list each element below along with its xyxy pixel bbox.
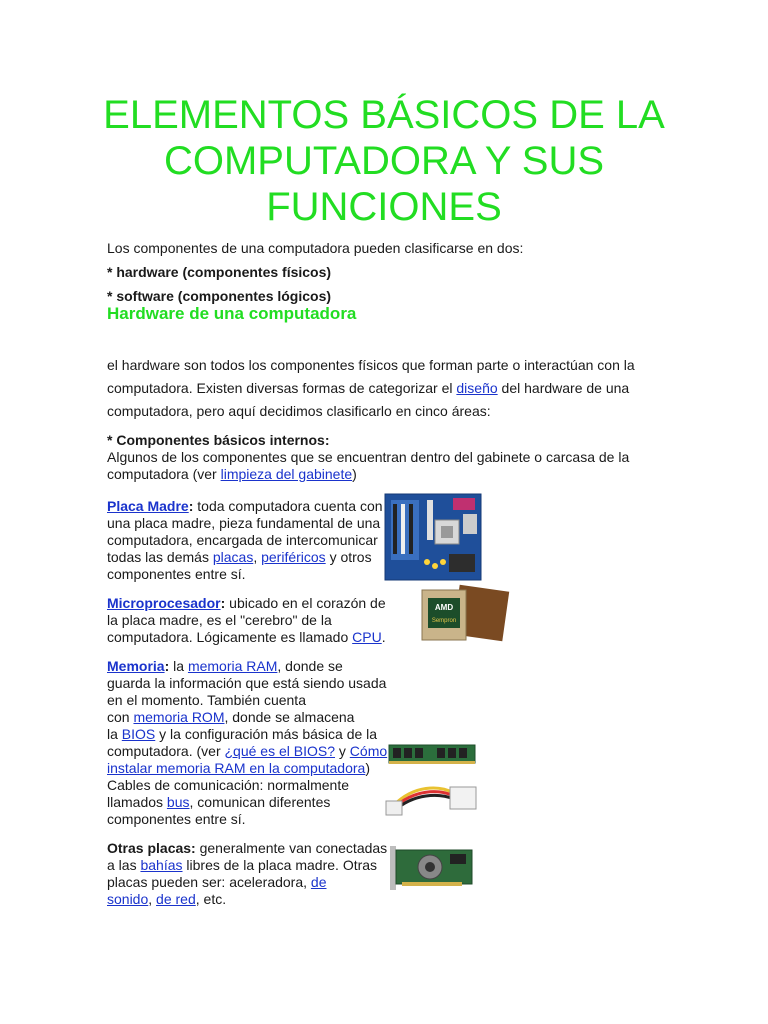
otras-placas-section <box>107 840 387 908</box>
title-line-2: COMPUTADORA Y SUS <box>163 139 605 183</box>
text: todas las demás <box>107 549 213 565</box>
ram-module-image <box>387 739 477 769</box>
colon: : <box>188 498 194 514</box>
text: y <box>335 743 350 759</box>
text: guarda la información que está siendo usada <box>107 675 387 691</box>
colon: : <box>164 658 170 674</box>
diseno-link[interactable]: diseño <box>456 380 498 396</box>
cable-image <box>384 775 479 825</box>
text: la placa madre, es el "cerebro" de la <box>107 612 332 628</box>
text: y otros <box>325 549 372 565</box>
memoria-ram-link[interactable]: memoria RAM <box>187 658 278 674</box>
text: ) <box>365 760 371 776</box>
sonido-link[interactable]: sonido <box>107 891 149 907</box>
text: computadora (ver <box>107 466 221 482</box>
text: , comunican diferentes <box>189 794 331 810</box>
internal-line-1: Algunos de los componentes que se encuentran dentro del gabinete o carcasa de la <box>107 449 630 465</box>
text: computadora, encargada de intercomunicar <box>107 532 378 548</box>
text: a las <box>107 857 141 873</box>
text: computadora. (ver <box>107 743 225 759</box>
text: ) <box>352 466 357 482</box>
text: , donde se almacena <box>224 709 355 725</box>
placas-link[interactable]: placas <box>212 549 254 565</box>
hardware-bullet: * hardware (componentes físicos) <box>107 264 332 280</box>
software-bullet: * software (componentes lógicos) <box>107 288 332 304</box>
text: una placa madre, pieza fundamental de una <box>107 515 381 531</box>
bahias-link[interactable]: bahías <box>140 857 183 873</box>
title-line-3: FUNCIONES <box>266 185 502 229</box>
text: libres de la placa madre. Otras <box>182 857 378 873</box>
title-line-1: ELEMENTOS BÁSICOS DE LA <box>103 93 665 137</box>
text: con <box>107 709 134 725</box>
otras-placas-label: Otras placas: <box>107 840 196 856</box>
internal-line-2 <box>107 466 629 483</box>
internal-section <box>107 432 629 483</box>
memoria-link[interactable]: Memoria <box>107 658 165 674</box>
text: toda computadora cuenta con <box>193 498 383 514</box>
cpu-brand-label: AMD <box>434 603 454 612</box>
memoria-rom-link[interactable]: memoria ROM <box>133 709 225 725</box>
text: , donde se <box>277 658 343 674</box>
cpu-model-label: Sempron <box>431 618 457 624</box>
limpieza-gabinete-link[interactable]: limpieza del gabinete <box>220 466 353 482</box>
cpu-link[interactable]: CPU <box>352 629 382 645</box>
hardware-heading: Hardware de una computadora <box>107 304 357 323</box>
memoria-section <box>107 658 387 828</box>
motherboard-image <box>383 492 483 582</box>
page-title <box>60 92 708 230</box>
intro-line: Los componentes de una computadora pueden clasificarse en dos: <box>107 240 524 256</box>
text: ubicado en el corazón de <box>225 595 386 611</box>
placa-madre-link[interactable]: Placa Madre <box>107 498 189 514</box>
text: del hardware de una <box>497 380 630 396</box>
text: componentes entre sí. <box>107 566 246 582</box>
colon: : <box>220 595 226 611</box>
bus-link[interactable]: bus <box>166 794 190 810</box>
hardware-para-line-1: el hardware son todos los componentes físicos que forman parte o interactúan con la <box>107 357 635 373</box>
microprocesador-link[interactable]: Microprocesador <box>107 595 221 611</box>
placa-madre-section <box>107 498 383 583</box>
instalar-ram-link[interactable]: instalar memoria RAM en la computadora <box>107 760 366 776</box>
text: , <box>148 891 157 907</box>
internal-heading: * Componentes básicos internos: <box>107 432 330 448</box>
que-es-bios-link[interactable]: ¿qué es el BIOS? <box>224 743 336 759</box>
text: computadora. Existen diversas formas de categorizar el <box>107 380 457 396</box>
text: , <box>253 549 262 565</box>
como-instalar-link[interactable]: Cómo <box>349 743 388 759</box>
text: la <box>169 658 188 674</box>
text: generalmente van conectadas <box>195 840 388 856</box>
microprocessor-image <box>418 582 510 648</box>
text: llamados <box>107 794 167 810</box>
expansion-card-image <box>388 842 476 894</box>
text: y la configuración más básica de la <box>155 726 378 742</box>
text: , etc. <box>195 891 227 907</box>
text: la <box>107 726 122 742</box>
hardware-para-line-2 <box>107 380 629 396</box>
text: Cables de comunicación: normalmente <box>107 777 350 793</box>
bios-link[interactable]: BIOS <box>121 726 156 742</box>
text: en el momento. También cuenta <box>107 692 306 708</box>
hardware-para-line-3: computadora, pero aquí decidimos clasificarlo en cinco áreas: <box>107 403 491 419</box>
text: placas pueden ser: aceleradora, <box>107 874 311 890</box>
text: componentes entre sí. <box>107 811 246 827</box>
de-red-link[interactable]: de red <box>156 891 196 907</box>
text: . <box>381 629 386 645</box>
de-sonido-link[interactable]: de <box>310 874 327 890</box>
perifericos-link[interactable]: periféricos <box>261 549 326 565</box>
microprocesador-section <box>107 595 386 646</box>
text: computadora. Lógicamente es llamado <box>107 629 353 645</box>
